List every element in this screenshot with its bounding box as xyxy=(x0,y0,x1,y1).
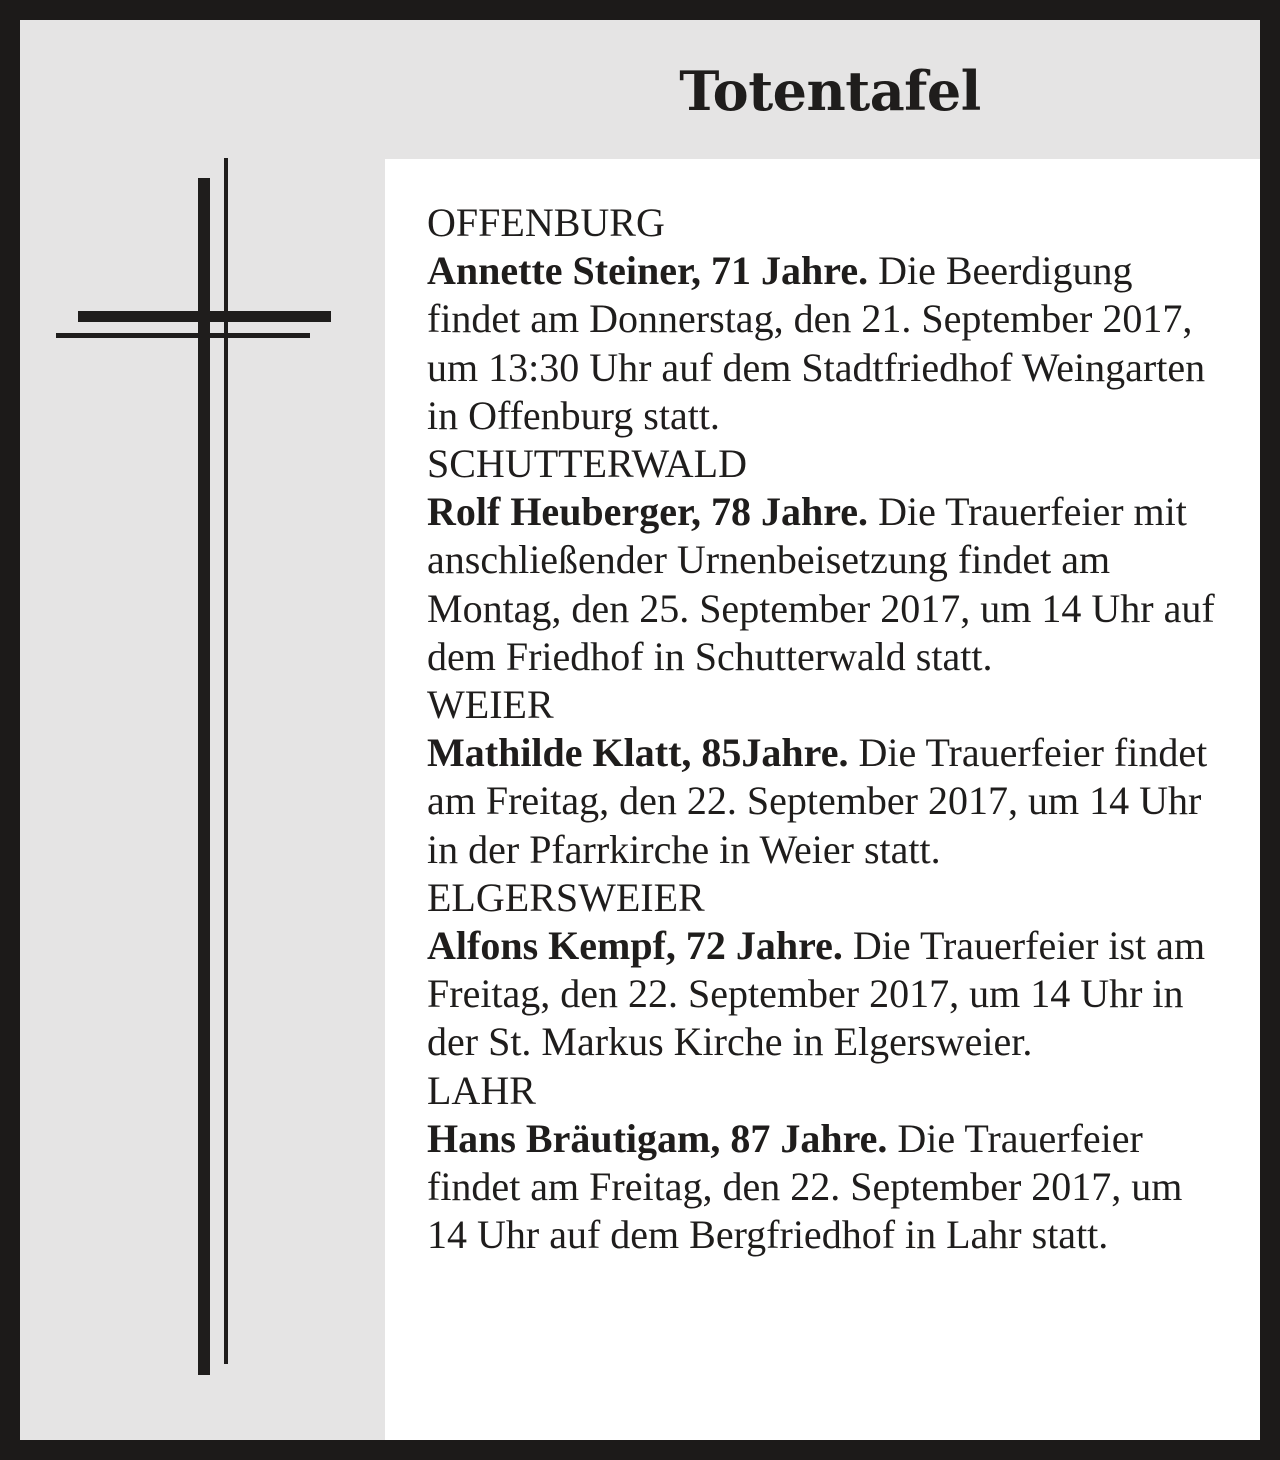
obituary-text xyxy=(427,922,1227,1067)
deceased-name: Alfons Kempf, 72 Jahre. xyxy=(427,923,843,969)
obituary-entry xyxy=(427,874,1227,1067)
funeral-details: Die Trauerfeier mit anschließender Urnenbeisetzung findet am Montag, den 25. September 2017, um 14 Uhr auf dem Friedhof in Schutterwald statt. xyxy=(427,489,1215,679)
obituary-list-panel xyxy=(385,159,1260,1440)
obituary-text xyxy=(427,488,1227,681)
obituary-list xyxy=(427,199,1227,1259)
obituary-entry xyxy=(427,440,1227,681)
obituary-text xyxy=(427,729,1227,874)
town-heading: SCHUTTERWALD xyxy=(427,441,747,487)
deceased-name: Annette Steiner, 71 Jahre. xyxy=(427,248,869,294)
deceased-name: Mathilde Klatt, 85Jahre. xyxy=(427,730,849,776)
town-heading: ELGERSWEIER xyxy=(427,874,705,920)
town-heading: WEIER xyxy=(427,682,554,728)
obituary-entry xyxy=(427,681,1227,874)
deceased-name: Hans Bräutigam, 87 Jahre. xyxy=(427,1115,888,1161)
obituary-text xyxy=(427,247,1227,440)
page-title: Totentafel xyxy=(679,59,981,123)
funeral-details: Die Trauerfeier ist am Freitag, den 22. September 2017, um 14 Uhr in der St. Markus Kirche in Elgersweier. xyxy=(427,923,1206,1065)
town-heading: LAHR xyxy=(427,1067,536,1113)
funeral-details: Die Beerdigung findet am Donnerstag, den 21. September 2017, um 13:30 Uhr auf dem Stadtfriedhof Weingarten in Offenburg statt. xyxy=(427,248,1206,438)
obituary-text xyxy=(427,1115,1227,1260)
town-heading: OFFENBURG xyxy=(427,200,665,245)
obituary-entry xyxy=(427,199,1227,440)
obituary-entry xyxy=(427,1067,1227,1260)
funeral-details: Die Trauerfeier findet am Freitag, den 22. September 2017, um 14 Uhr auf dem Bergfriedhof in Lahr statt. xyxy=(427,1115,1183,1258)
funeral-details: Die Trauerfeier findet am Freitag, den 22. September 2017, um 14 Uhr in der Pfarrkirche in Weier statt. xyxy=(427,730,1208,872)
deceased-name: Rolf Heuberger, 78 Jahre. xyxy=(427,489,869,535)
cross-icon xyxy=(0,0,400,1460)
